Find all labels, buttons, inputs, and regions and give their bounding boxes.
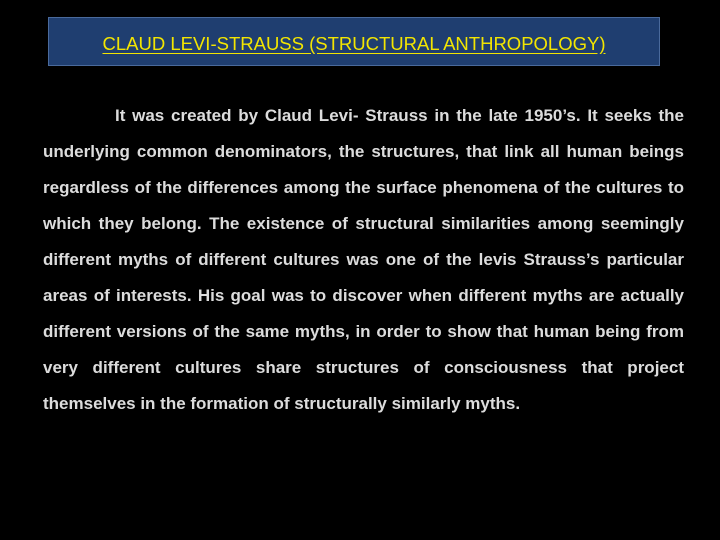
slide-title: CLAUD LEVI-STRAUSS (STRUCTURAL ANTHROPOLOGY) [102, 32, 606, 54]
body-paragraph: It was created by Claud Levi- Strauss in the late 1950’s. It seeks the underlying common denominators, the structures, that link all human beings regardless of the differences among the surface phenomena of the cultures to which they belong. The existence of structural similarities among seemingly different myths of different cultures was one of the levis Strauss’s particular areas of interests. His goal was to discover when different myths are actually different versions of the same myths, in order to show that human being from very different cultures share structures of consciousness that project themselves in the formation of structurally similarly myths. [43, 106, 684, 413]
title-box [48, 17, 660, 66]
